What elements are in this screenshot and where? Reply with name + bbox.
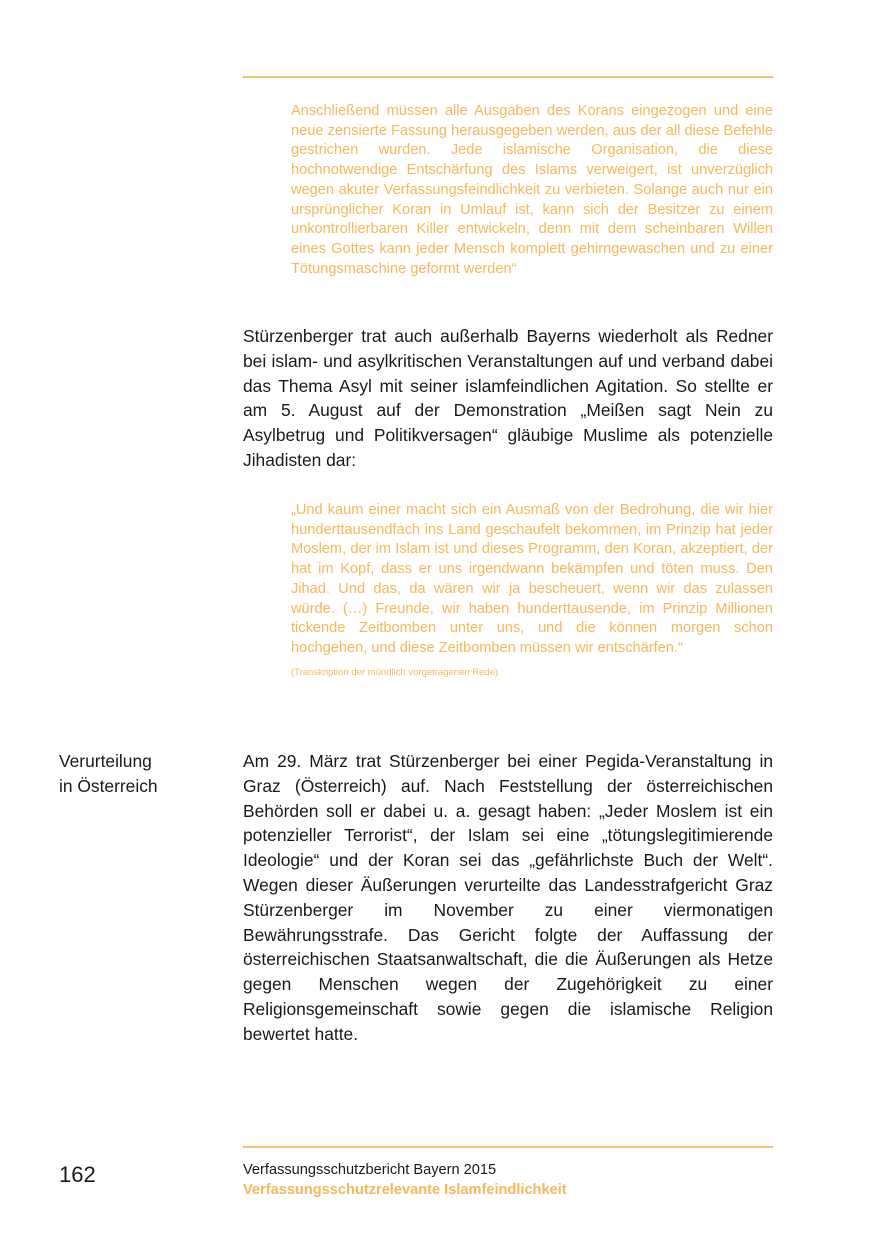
body-paragraph-1: [243, 324, 773, 473]
quote-text-1: Anschließend müssen alle Ausgaben des Korans eingezogen und eine neue zensierte Fassung herausgegeben werden, aus der all diese Befehle gestrichen wurden. Jede islamische Organisation, die diese hochnotwendige Entschärfung des Islams verweigert, ist unverzüglich wegen akuter Verfassungsfeindlichkeit zu verbieten. Solange auch nur ein ursprünglicher Koran in Umlauf ist, kann sich der Besitzer zu einem unkontrollierbaren Killer entwickeln, denn mit dem scheinbaren Willen eines Gottes kann jeder Mensch komplett gehirngewaschen und zu einer Tötungsmaschine geformt werden“: [291, 103, 773, 277]
paragraph-text-2: Am 29. März trat Stürzenberger bei einer Pegida-Veranstaltung in Graz (Österreich) auf. Nach Feststellung der österreichischen Behörden soll er dabei u. a. gesagt haben: „Jeder Moslem ist ein potenzieller Terrorist“, der Islam sei eine „tötungslegitimierende Ideologie“ und der Koran sei das „gefährlichste Buch der Welt“. Wegen dieser Äußerungen verurteilte das Landesstrafgericht Graz Stürzenberger im November zu einer viermonatigen Bewährungsstrafe. Das Gericht folgte der Auffassung der österreichischen Staatsanwaltschaft, die die Äußerungen als Hetze gegen Menschen wegen der Zugehörigkeit zu einer Religionsgemeinschaft sowie gegen die islamische Religion bewertet hatte.: [243, 751, 773, 1044]
quote-block-2: [291, 501, 773, 679]
margin-note-line-1: Verurteilung: [59, 751, 152, 771]
page-number: 162: [59, 1162, 96, 1187]
body-paragraph-2: [243, 749, 773, 1047]
footer-section-title: Verfassungsschutzrelevante Islamfeindlichkeit: [243, 1181, 567, 1198]
footer: [243, 1161, 773, 1200]
quote-block-1: [291, 102, 773, 279]
top-divider: [243, 76, 773, 78]
margin-note: [59, 749, 229, 799]
footer-divider: [243, 1146, 773, 1148]
quote-source: (Transkription der mündlich vorgetragenen Rede): [291, 666, 499, 678]
paragraph-text-1: Stürzenberger trat auch außerhalb Bayerns wiederholt als Redner bei islam- und asylkritischen Veranstaltungen auf und verband dabei das Thema Asyl mit seiner islamfeindlichen Agitation. So stellte er am 5. August auf der Demonstration „Meißen sagt Nein zu Asylbetrug und Politikversagen“ gläubige Muslime als potenzielle Jihadisten dar:: [243, 326, 773, 470]
quote-text-2: „Und kaum einer macht sich ein Ausmaß von der Bedrohung, die wir hier hunderttausendfach ins Land geschaufelt bekommen, im Prinzip hat jeder Moslem, der im Islam ist und dieses Programm, den Koran, akzeptiert, der hat im Kopf, dass er uns irgendwann bekämpfen und töten muss. Den Jihad. Und das, da wären wir ja bescheuert, wenn wir das zulassen würde. (…) Freunde, wir haben hunderttausende, im Prinzip Millionen tickende Zeitbomben unter uns, und die können morgen schon hochgehen, und diese Zeitbomben müssen wir entschärfen.“: [291, 502, 773, 656]
margin-note-line-2: in Österreich: [59, 775, 158, 796]
footer-publication-title: Verfassungsschutzbericht Bayern 2015: [243, 1162, 497, 1178]
